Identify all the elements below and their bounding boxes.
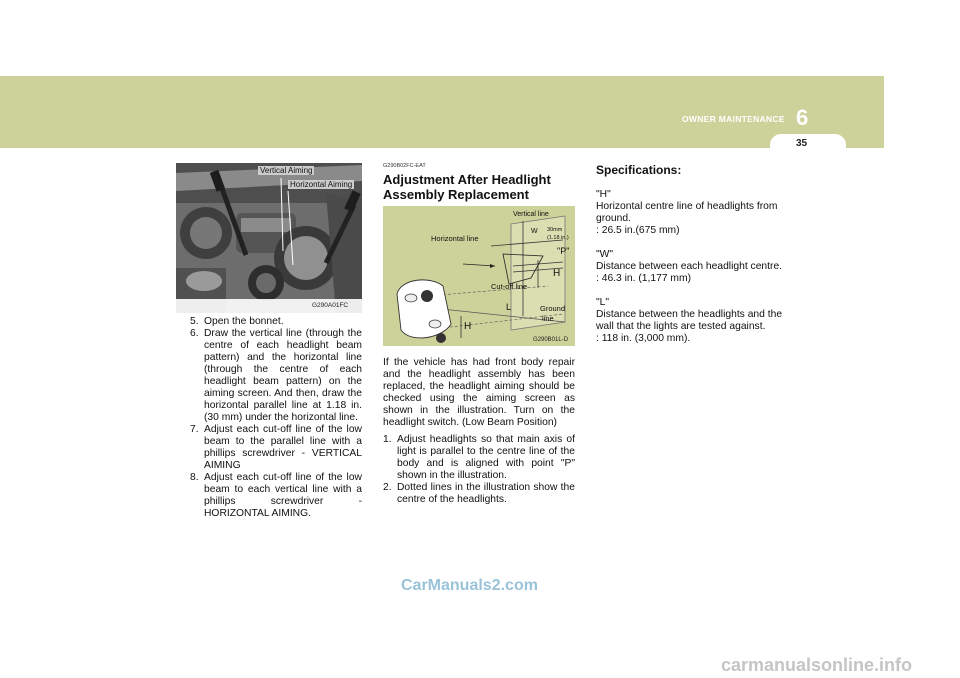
- spec-item: [596, 249, 786, 285]
- height-label-car: H: [464, 321, 472, 332]
- spec-key: "H": [596, 189, 611, 200]
- section-heading: Adjustment After Headlight Assembly Replacement: [383, 172, 551, 202]
- aiming-diagram: [383, 206, 575, 346]
- spec-item: [596, 189, 786, 237]
- page-tab: [770, 134, 846, 156]
- spec-value: : 46.3 in. (1,177 mm): [596, 273, 691, 284]
- photo-figure-code: G290A01FC: [312, 302, 349, 309]
- diagram-figure-code: G290B01L-D: [533, 337, 569, 343]
- step-number: 8.: [190, 472, 199, 483]
- horizontal-line-label: Horizontal line: [431, 234, 479, 243]
- spec-key: "L": [596, 297, 610, 308]
- step-text: Dotted lines in the illustration show the centre of the headlights.: [397, 482, 575, 505]
- ground-line-label-2: line: [542, 314, 554, 323]
- list-item: [190, 328, 362, 424]
- engine-bay-photo: [176, 163, 362, 313]
- step-number: 6.: [190, 328, 199, 339]
- vertical-line-label: Vertical line: [513, 211, 549, 218]
- specifications-section: [596, 163, 786, 345]
- list-item: [190, 472, 362, 520]
- adjustment-paragraph: If the vehicle has had front body repair and the headlight assembly has been replaced, the headlight aiming should be checked using the aiming screen as shown in the illustration. Turn on the headlight switch. (Low Beam Position): [383, 357, 575, 428]
- step-number: 7.: [190, 424, 199, 435]
- list-item: [190, 316, 362, 328]
- spec-value: : 118 in. (3,000 mm).: [596, 333, 691, 344]
- section-title: OWNER MAINTENANCE: [682, 114, 785, 124]
- height-label-screen: H: [553, 268, 561, 279]
- adjustment-section: [383, 163, 575, 506]
- spec-description: Distance between the headlights and the wall that the lights are tested against.: [596, 309, 783, 332]
- point-p-label: "P": [557, 246, 570, 256]
- step-text: Adjust each cut-off line of the low beam to each vertical line with a phillips screwdriver - HORIZONTAL AIMING.: [204, 472, 362, 519]
- adjustment-steps-list: [383, 434, 575, 506]
- distance-l-label: L: [506, 302, 512, 312]
- vertical-aiming-callout: Vertical Aiming: [260, 166, 313, 175]
- section-code: G290B02FC-EAT: [383, 163, 426, 169]
- step-number: 2.: [383, 482, 392, 493]
- header-band: [0, 76, 884, 148]
- spec-value: : 26.5 in.(675 mm): [596, 225, 680, 236]
- cutoff-line-label: Cut-off line: [491, 282, 528, 291]
- horizontal-aiming-callout: Horizontal Aiming: [290, 180, 353, 189]
- watermark-carmanualsonline[interactable]: carmanualsonline.info: [721, 655, 913, 675]
- spec-description: Horizontal centre line of headlights from ground.: [596, 201, 778, 224]
- page-number: 35: [796, 138, 808, 149]
- step-number: 5.: [190, 316, 199, 327]
- step-text: Open the bonnet.: [204, 316, 284, 327]
- specifications-heading: Specifications:: [596, 163, 682, 177]
- spec-item: [596, 297, 786, 345]
- step-text: Draw the vertical line (through the centre of each headlight beam pattern) and the horizontal line (through the centre of each headlight beam pattern) on the aiming screen. And then, draw the horizontal parallel line at 1.18 in. (30 mm) under the horizontal line.: [204, 328, 362, 423]
- list-item: [190, 424, 362, 472]
- step-number: 1.: [383, 434, 392, 445]
- step-text: Adjust each cut-off line of the low beam to the parallel line with a phillips screwdriver - VERTICAL AIMING: [204, 424, 362, 471]
- spec-key: "W": [596, 249, 614, 260]
- chapter-number: 6: [796, 105, 809, 130]
- offset-mm-label: 30mm: [547, 227, 563, 233]
- ground-line-label-1: Ground: [540, 304, 566, 313]
- w-label: W: [531, 228, 538, 235]
- offset-inch-label: (1.18 in.): [547, 235, 569, 241]
- watermark-carmanuals2[interactable]: CarManuals2.com: [401, 577, 538, 594]
- list-item: [383, 482, 575, 506]
- step-text: Adjust headlights so that main axis of light is parallel to the centre line of the body and is aligned with point "P" shown in the illustration.: [397, 434, 575, 481]
- list-item: [383, 434, 575, 482]
- spec-description: Distance between each headlight centre.: [596, 261, 783, 272]
- aiming-steps-list: [190, 316, 362, 520]
